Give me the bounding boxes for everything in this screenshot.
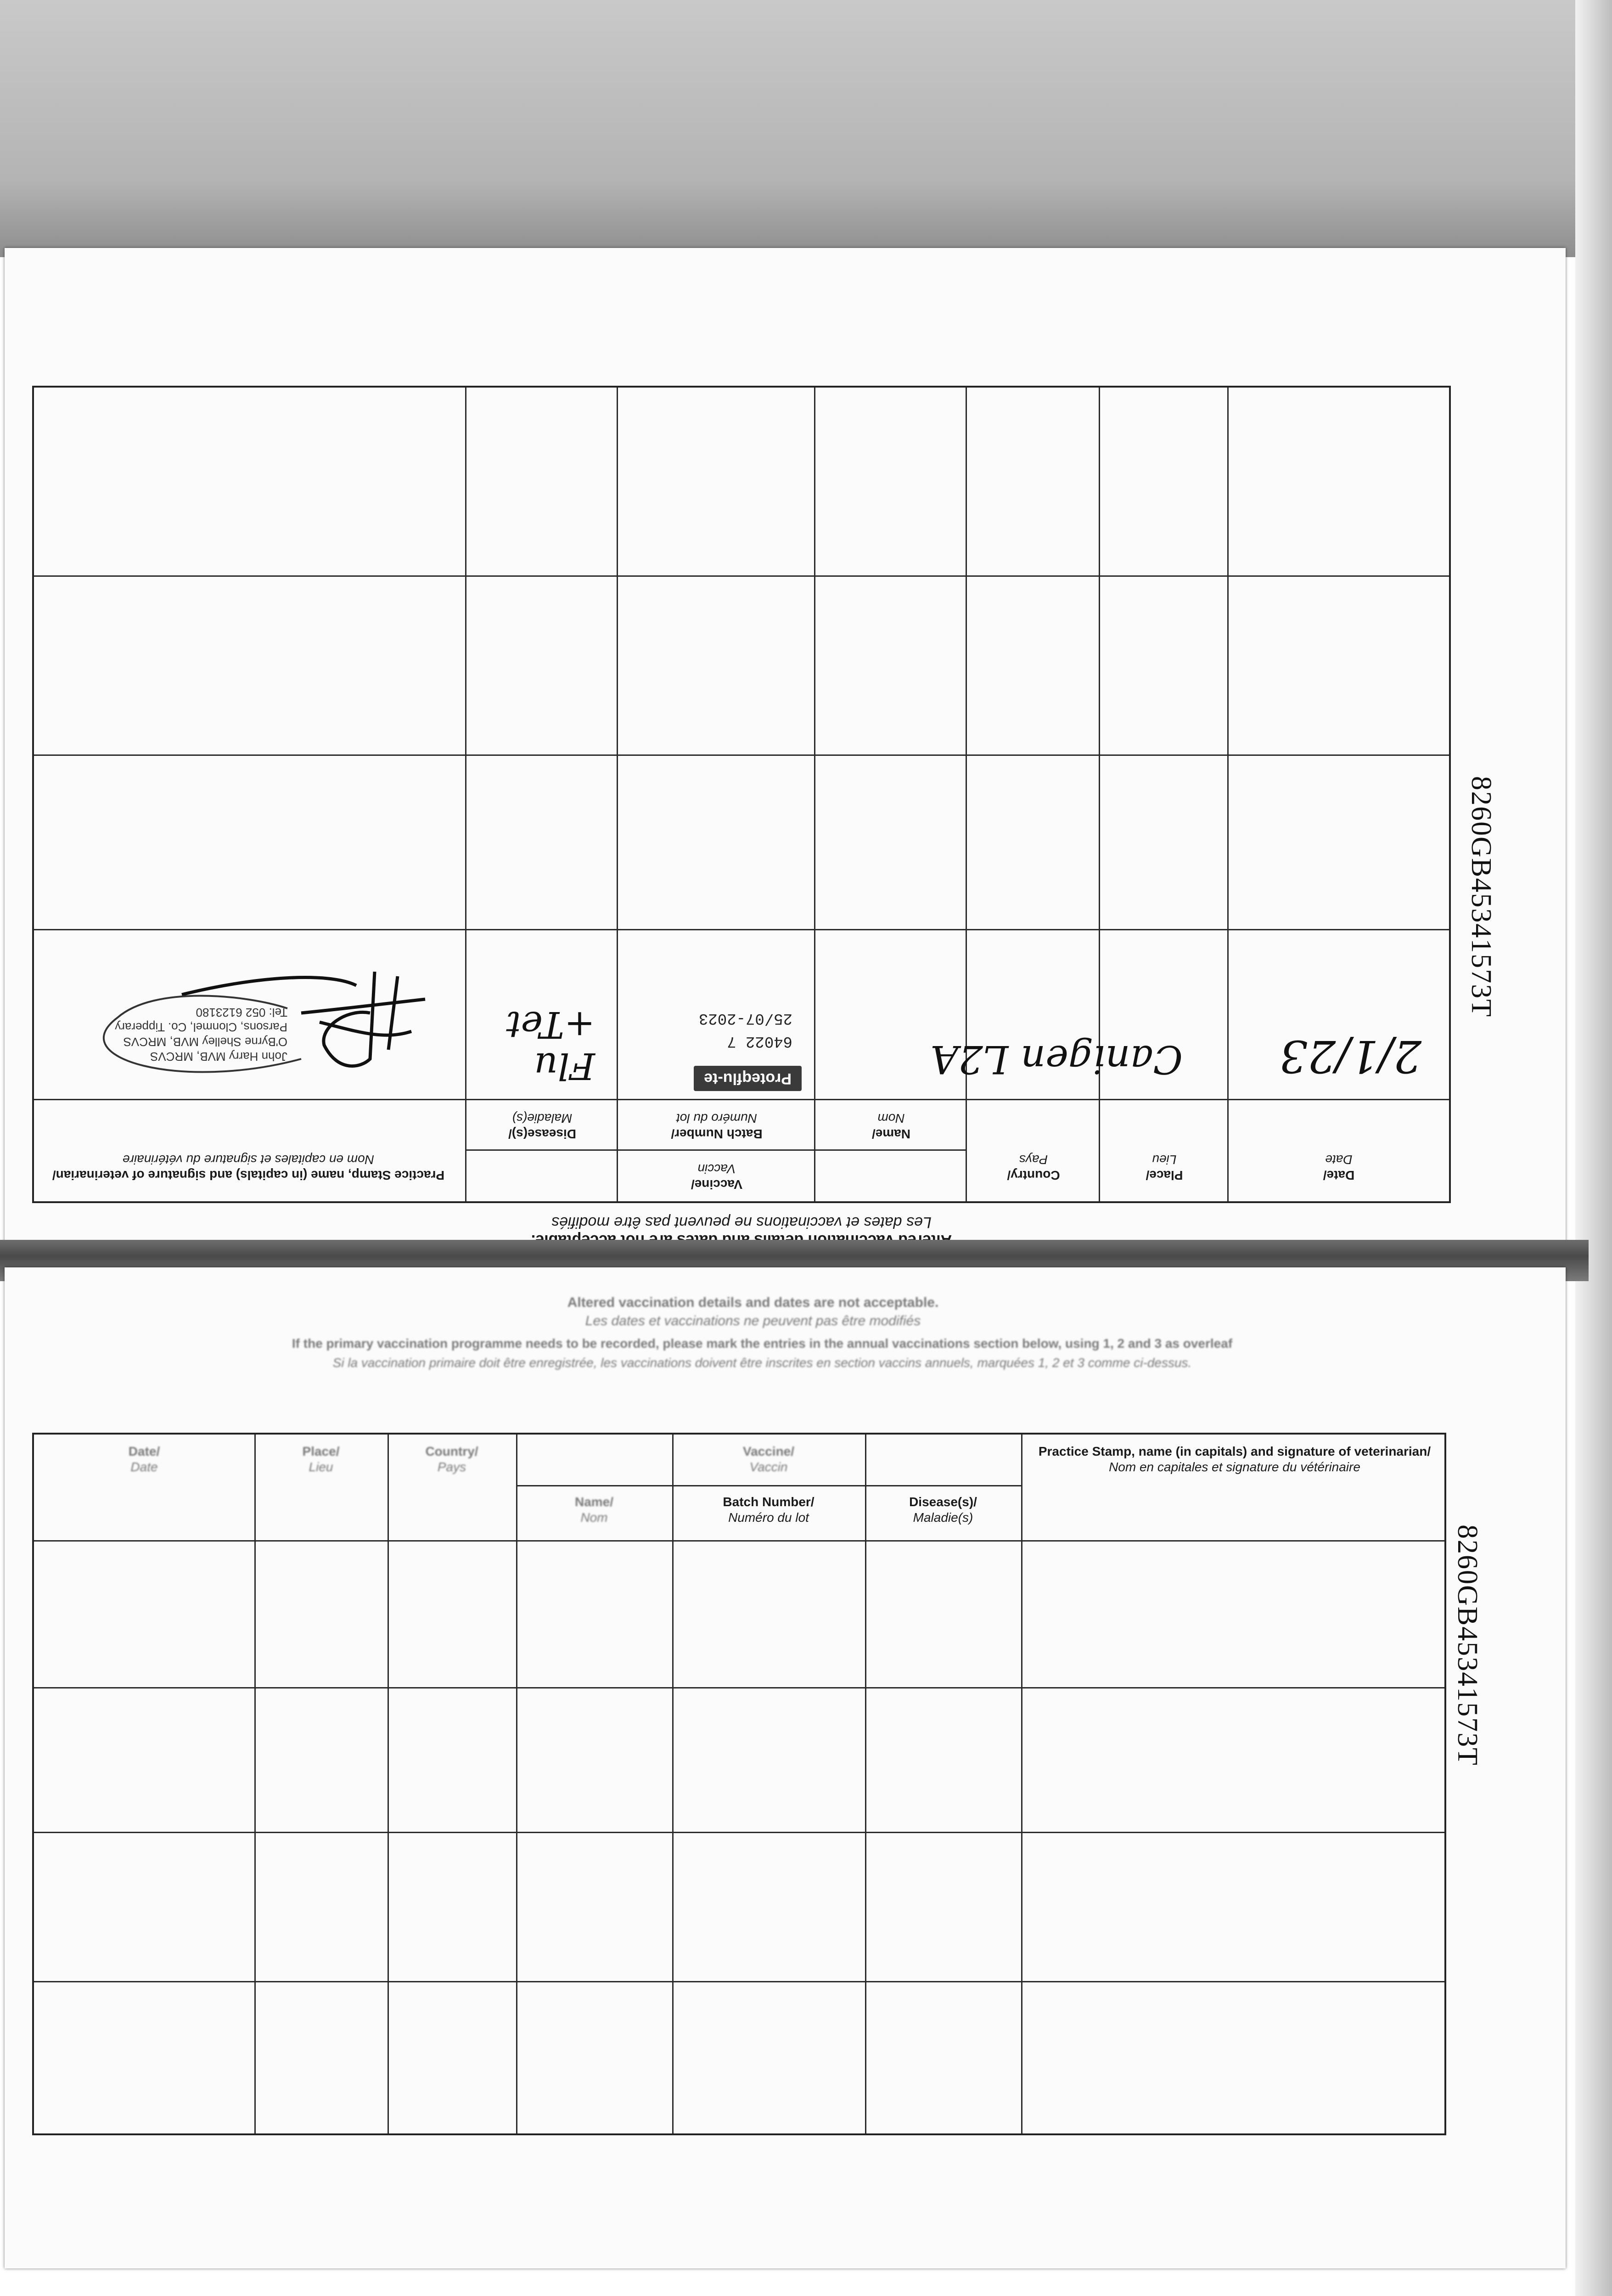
vaccine-batch-sticker: Proteqflu-te <box>694 1066 802 1091</box>
vet-signature-image <box>44 940 439 1086</box>
upper-notice-fr: Les dates et vaccinations ne peuvent pas être modifiés <box>551 1214 932 1231</box>
upper-header-country: Country/ Pays <box>1007 1153 1060 1182</box>
lower-header-batch: Batch Number/ Numéro du lot <box>723 1495 814 1525</box>
entry-disease-handwritten: Flu +Tet <box>506 1003 595 1087</box>
stamp-line-4: Tel: 052 6123180 <box>196 1006 287 1019</box>
lower-vaccination-table <box>32 1433 1446 2135</box>
lower-header-date: Date/ Date <box>128 1444 160 1474</box>
sticker-code: 64022 7 <box>727 1032 792 1050</box>
lower-header-country: Country/ Pays <box>425 1444 478 1474</box>
lower-header-stamp: Practice Stamp, name (in capitals) and signature of veterinarian/ Nom en capitales et signature du vétérinaire <box>1038 1444 1431 1474</box>
upper-header-batch: Batch Number/ Numéro du lot <box>671 1111 763 1141</box>
scanner-shadow-top <box>0 0 1612 257</box>
serial-number-lower: 8260GB45341573T <box>1452 1525 1483 1766</box>
upper-header-disease: Disease(s)/ Maladie(s) <box>508 1111 576 1141</box>
upper-passport-page <box>5 248 1566 1263</box>
stamp-line-2: O'Byrne Shelley MVB, MRCVS <box>123 1035 287 1049</box>
lower-notice-fr: Les dates et vaccinations ne peuvent pas être modifiés <box>585 1313 921 1328</box>
lower-instruction-en: If the primary vaccination programme needs to be recorded, please mark the entries in the annual vaccinations section below, using 1, 2 and 3 as overleaf <box>292 1336 1233 1351</box>
upper-header-name: Name/ Nom <box>871 1111 911 1141</box>
lower-passport-page <box>5 1267 1566 2268</box>
lower-instruction-fr: Si la vaccination primaire doit être enregistrée, les vaccinations doivent être inscrites en section vaccins annuels, marquées 1, 2 et 3 comme ci-dessus. <box>332 1356 1192 1370</box>
stamp-line-1: John Harry MVB, MRCVS <box>150 1050 287 1064</box>
serial-number-upper: 8260GB45341573T <box>1466 776 1497 1018</box>
upper-header-stamp: Practice Stamp, name (in capitals) and signature of veterinarian/ Nom en capitales et signature du vétérinaire <box>52 1153 445 1182</box>
lower-header-place: Place/ Lieu <box>302 1444 340 1474</box>
lower-notice-en: Altered vaccination details and dates are not acceptable. <box>567 1295 939 1310</box>
scanner-shadow-right <box>1575 0 1612 2296</box>
lower-header-vaccine: Vaccine/ Vaccin <box>742 1444 795 1474</box>
upper-header-place: Place/ Lieu <box>1146 1153 1183 1182</box>
lower-header-disease: Disease(s)/ Maladie(s) <box>909 1495 977 1525</box>
sticker-date: 25/07-2023 <box>698 1009 792 1027</box>
stamp-line-3: Parsons, Clonmel, Co. Tipperary <box>115 1020 287 1034</box>
entry-date-handwritten: 2/1/23 <box>1280 1030 1421 1082</box>
upper-header-date: Date/ Date <box>1323 1153 1355 1182</box>
upper-header-vaccine: Vaccine/ Vaccin <box>691 1162 743 1192</box>
upper-vaccination-table <box>32 386 1451 1203</box>
vet-stamp <box>44 940 439 1086</box>
entry-vaccine-name-handwritten: Canigen L2A <box>930 1037 1183 1082</box>
upper-rotated-content <box>32 386 1451 1249</box>
lower-header-name: Name/ Nom <box>574 1495 614 1525</box>
